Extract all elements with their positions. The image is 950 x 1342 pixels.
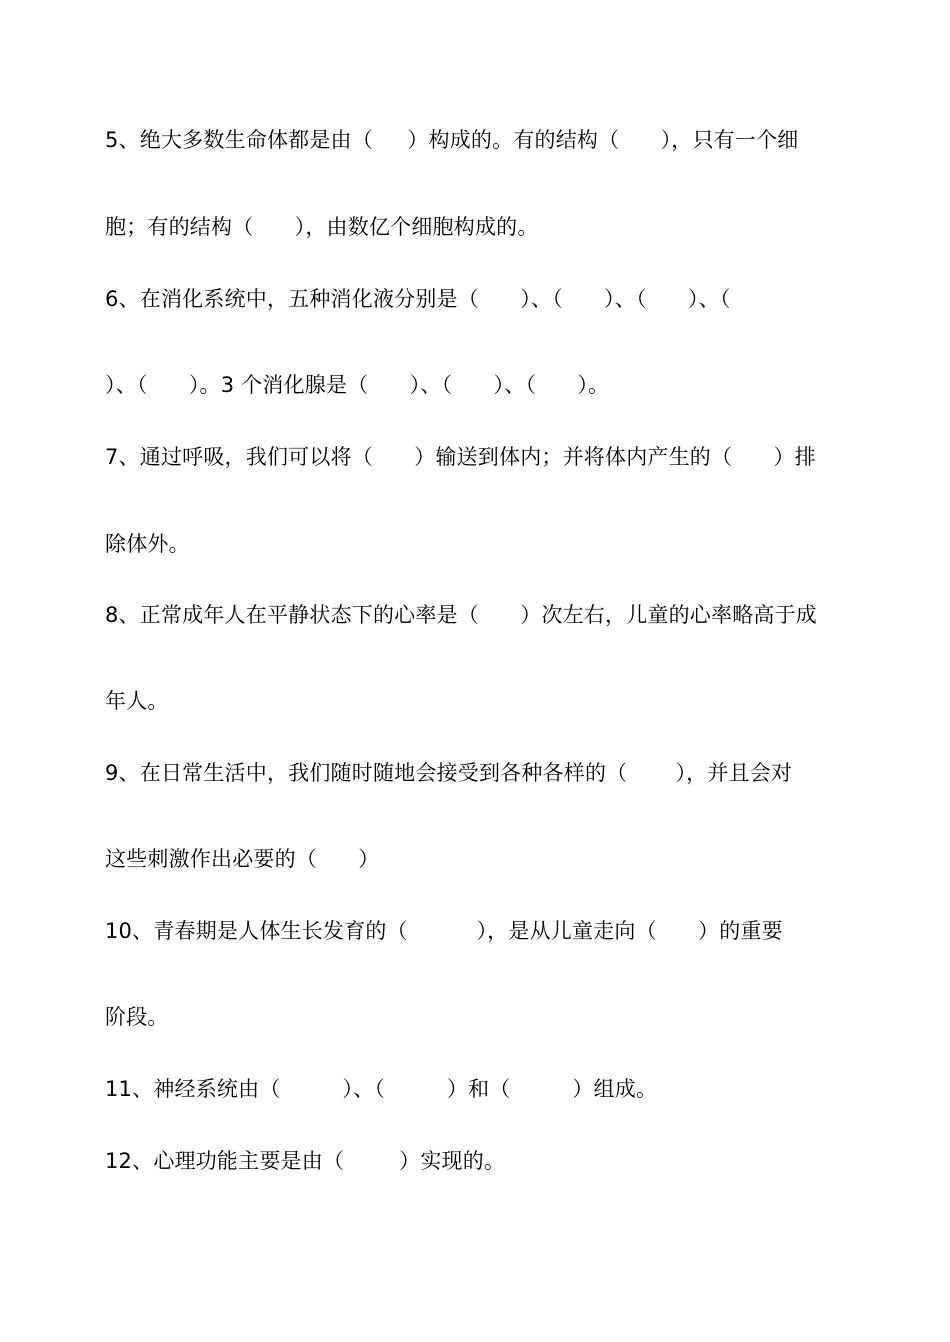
question-5-line-2: 胞；有的结构（ ），由数亿个细胞构成的。 [105, 215, 539, 239]
question-8-line-2: 年人。 [105, 689, 169, 713]
question-9-line-2: 这些刺激作出必要的（ ） [105, 847, 380, 871]
question-10-line-1: 10、青春期是人体生长发育的（ ），是从儿童走向（ ）的重要 [105, 919, 783, 943]
question-11-line-1: 11、神经系统由（ ）、（ ）和（ ）组成。 [105, 1077, 658, 1101]
question-6-line-1: 6、在消化系统中，五种消化液分别是（ ）、（ ）、（ ）、（ [105, 287, 731, 311]
question-12-line-1: 12、心理功能主要是由（ ）实现的。 [105, 1149, 506, 1173]
question-8-line-1: 8、正常成年人在平静状态下的心率是（ ）次左右，儿童的心率略高于成 [105, 603, 818, 627]
question-7-line-2: 除体外。 [105, 532, 190, 556]
question-10-line-2: 阶段。 [105, 1005, 169, 1029]
question-6-line-2: ）、（ ）。3 个消化腺是（ ）、（ ）、（ ）。 [105, 373, 610, 397]
question-7-line-1: 7、通过呼吸，我们可以将（ ）输送到体内；并将体内产生的（ ）排 [105, 445, 816, 469]
question-5-line-1: 5、绝大多数生命体都是由（ ）构成的。有的结构（ ），只有一个细 [105, 128, 799, 152]
question-9-line-1: 9、在日常生活中，我们随时随地会接受到各种各样的（ ），并且会对 [105, 761, 793, 785]
